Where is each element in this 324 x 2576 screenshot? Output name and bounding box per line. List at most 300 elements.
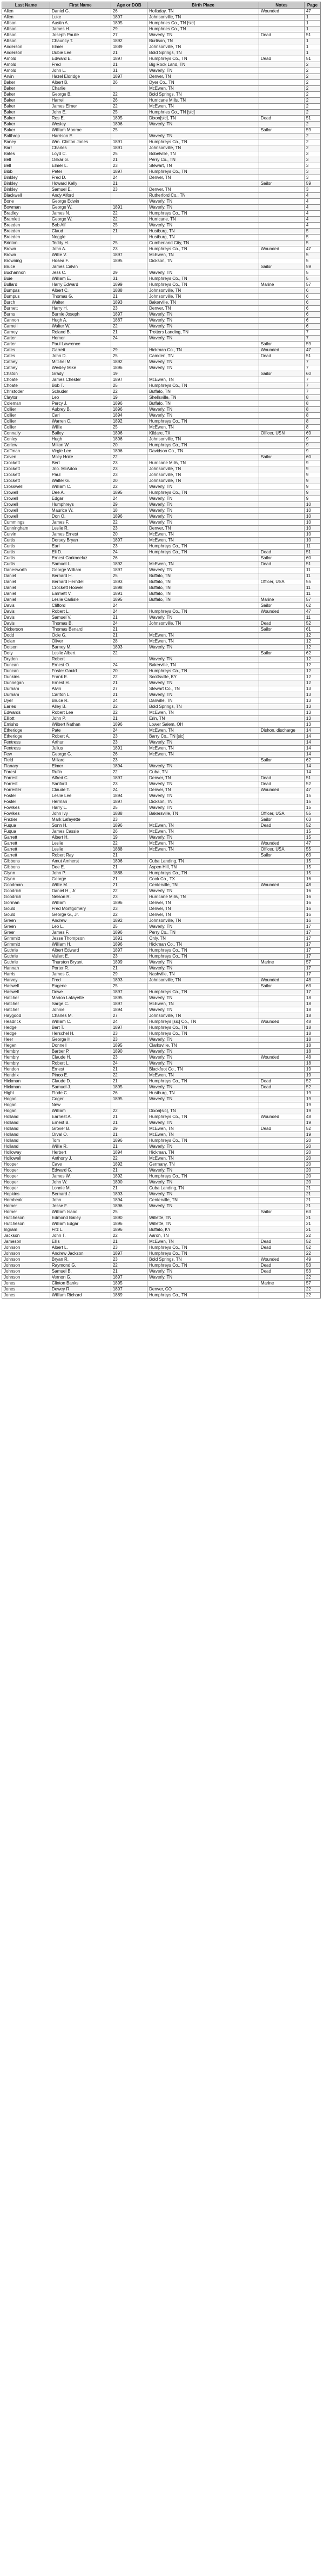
cell-birth-place: Denver, TN [147, 187, 259, 193]
cell-age-dob: 24 [111, 728, 147, 734]
cell-last-name: Hooper [2, 1186, 50, 1192]
cell-page: 55 [304, 811, 320, 817]
cell-notes [259, 1073, 304, 1079]
table-row [2, 98, 321, 104]
cell-first-name: Robert A. [50, 734, 111, 740]
cell-birth-place: Johnsonville, TN [147, 437, 259, 443]
cell-first-name: Charles M. [50, 1013, 111, 1019]
cell-birth-place: McEwen, TN [147, 710, 259, 716]
cell-page: 2 [304, 62, 320, 68]
cell-page: 18 [304, 1043, 320, 1049]
cell-age-dob: 1892 [111, 918, 147, 924]
cell-birth-place: Johnsonville, TN [147, 15, 259, 21]
table-row [2, 1001, 321, 1007]
cell-first-name: John P. [50, 716, 111, 722]
cell-notes [259, 472, 304, 478]
cell-birth-place: Waverly, TN [147, 318, 259, 324]
cell-first-name: Burnie Joseph [50, 312, 111, 318]
table-row [2, 9, 321, 15]
table-row [2, 663, 321, 668]
cell-birth-place: Dickson, TN [147, 799, 259, 805]
cell-notes [259, 770, 304, 775]
table-row [2, 306, 321, 312]
cell-age-dob: 1895 [111, 1096, 147, 1102]
cell-age-dob: 1897 [111, 567, 147, 573]
cell-notes [259, 133, 304, 139]
cell-birth-place: Clarksville, TN [147, 1043, 259, 1049]
cell-notes [259, 223, 304, 229]
cell-page: 21 [304, 1227, 320, 1233]
cell-age-dob: 1896 [111, 431, 147, 437]
cell-birth-place [147, 1281, 259, 1287]
cell-birth-place: Humphreys Co., TN [147, 1025, 259, 1031]
cell-first-name: Barney M. [50, 645, 111, 651]
cell-last-name: Hopkins [2, 1192, 50, 1197]
table-row [2, 169, 321, 175]
cell-birth-place: Waverly, TN [147, 1269, 259, 1275]
cell-age-dob: 21 [111, 853, 147, 859]
cell-age-dob: 20 [111, 443, 147, 449]
table-row [2, 674, 321, 680]
cell-age-dob: 25 [111, 240, 147, 246]
cell-first-name: Dee A. [50, 490, 111, 496]
cell-first-name: Alley B. [50, 704, 111, 710]
cell-first-name: William Edgar [50, 1221, 111, 1227]
cell-age-dob: 21 [111, 1269, 147, 1275]
cell-notes [259, 163, 304, 169]
cell-last-name: Hendrix [2, 1073, 50, 1079]
cell-birth-place: Waverly, TN [147, 1203, 259, 1209]
cell-page: 22 [304, 1293, 320, 1299]
cell-notes [259, 520, 304, 526]
cell-birth-place: Hickman, TN [147, 1150, 259, 1156]
cell-age-dob: 1895 [111, 597, 147, 603]
cell-notes: Wounded [259, 246, 304, 252]
table-row [2, 211, 321, 217]
cell-page: 4 [304, 223, 320, 229]
table-row [2, 805, 321, 811]
cell-notes: Wounded [259, 882, 304, 888]
table-row [2, 1043, 321, 1049]
cell-first-name: Eugene [50, 983, 111, 989]
cell-age-dob: 1896 [111, 1227, 147, 1233]
table-row [2, 936, 321, 942]
cell-page: 1 [304, 21, 320, 26]
cell-page: 2 [304, 139, 320, 145]
cell-page: 53 [304, 1263, 320, 1269]
cell-notes [259, 906, 304, 912]
cell-age-dob: 1890 [111, 1215, 147, 1221]
cell-first-name: John P. [50, 871, 111, 876]
cell-last-name: Carter [2, 336, 50, 342]
cell-age-dob: 1896 [111, 437, 147, 443]
cell-first-name: Milton W. [50, 443, 111, 449]
cell-notes [259, 1108, 304, 1114]
cell-page: 2 [304, 86, 320, 92]
cell-birth-place: Bobelville, TN [147, 151, 259, 157]
cell-page: 7 [304, 377, 320, 383]
cell-first-name: Leslie [50, 841, 111, 847]
cell-first-name: Dowe [50, 989, 111, 995]
cell-first-name: George B. [50, 92, 111, 98]
cell-age-dob: 1895 [111, 1085, 147, 1090]
cell-notes [259, 169, 304, 175]
cell-age-dob: 1897 [111, 1025, 147, 1031]
cell-last-name: Forest [2, 770, 50, 775]
cell-first-name: Joseph Paulie [50, 32, 111, 38]
cell-age-dob: 23 [111, 954, 147, 960]
cell-notes [259, 193, 304, 199]
cell-first-name: James Ernest [50, 532, 111, 538]
cell-notes [259, 704, 304, 710]
cell-birth-place [147, 651, 259, 657]
cell-notes [259, 151, 304, 157]
cell-age-dob: 1897 [111, 989, 147, 995]
cell-first-name: Clifford [50, 603, 111, 609]
cell-age-dob: 25 [111, 805, 147, 811]
cell-last-name: Earles [2, 704, 50, 710]
cell-notes: Sailor [259, 128, 304, 133]
cell-notes: Dead [259, 561, 304, 567]
cell-first-name: Bert T. [50, 1025, 111, 1031]
table-row [2, 116, 321, 122]
cell-first-name: Hugh A. [50, 318, 111, 324]
cell-last-name: Crowell [2, 514, 50, 520]
cell-first-name: Paul [50, 472, 111, 478]
table-row [2, 330, 321, 336]
cell-notes: Sailor [259, 1209, 304, 1215]
cell-age-dob: 23 [111, 1257, 147, 1263]
cell-first-name: Coger [50, 1096, 111, 1102]
cell-age-dob: 22 [111, 211, 147, 217]
cell-page: 19 [304, 1102, 320, 1108]
table-row [2, 1263, 321, 1269]
cell-first-name: Bert [50, 460, 111, 466]
cell-page: 9 [304, 472, 320, 478]
cell-first-name: Jess C. [50, 270, 111, 276]
cell-last-name: Forrester [2, 787, 50, 793]
cell-notes: Wounded [259, 347, 304, 353]
cell-age-dob: 1895 [111, 116, 147, 122]
cell-birth-place: Denver, TN [147, 775, 259, 781]
cell-age-dob [111, 86, 147, 92]
cell-last-name: Crockett [2, 460, 50, 466]
cell-last-name: Haygood [2, 1013, 50, 1019]
header-last-name: Last Name [2, 2, 50, 9]
cell-notes [259, 466, 304, 472]
table-row [2, 627, 321, 633]
cell-page: 47 [304, 246, 320, 252]
cell-page: 10 [304, 520, 320, 526]
table-row [2, 817, 321, 823]
cell-page: 1 [304, 26, 320, 32]
table-row [2, 74, 321, 80]
table-row [2, 746, 321, 752]
cell-birth-place: Humphreys Co., TN [147, 1245, 259, 1251]
cell-last-name: Hembry [2, 1049, 50, 1055]
table-row [2, 401, 321, 407]
cell-first-name: Roland B. [50, 330, 111, 336]
table-row [2, 175, 321, 181]
header-birth-place: Birth Place [147, 2, 259, 9]
cell-page: 12 [304, 657, 320, 663]
table-row [2, 300, 321, 306]
cell-page: 16 [304, 906, 320, 912]
cell-age-dob: 22 [111, 710, 147, 716]
cell-last-name: Etheridge [2, 728, 50, 734]
cell-first-name: Harrel [50, 98, 111, 104]
cell-age-dob: 1889 [111, 44, 147, 50]
cell-last-name: Anderson [2, 50, 50, 56]
table-row [2, 38, 321, 44]
cell-first-name: William C. [50, 484, 111, 490]
cell-last-name: Bruce [2, 264, 50, 270]
cell-age-dob: 23 [111, 246, 147, 252]
cell-page: 3 [304, 163, 320, 169]
cell-birth-place: Humphreys Co., TN [147, 169, 259, 175]
cell-last-name: Crockett [2, 472, 50, 478]
cell-age-dob: 27 [111, 32, 147, 38]
cell-last-name: Few [2, 752, 50, 758]
cell-notes [259, 532, 304, 538]
cell-notes [259, 1013, 304, 1019]
table-row [2, 145, 321, 151]
table-row [2, 270, 321, 276]
table-row [2, 1257, 321, 1263]
cell-last-name: Elliott [2, 716, 50, 722]
cell-birth-place: Denver, TN [147, 906, 259, 912]
cell-first-name: John W. [50, 1180, 111, 1186]
cell-page: 16 [304, 900, 320, 906]
cell-first-name: Oskar G. [50, 157, 111, 163]
cell-birth-place: Dickson, TN [147, 258, 259, 264]
table-row [2, 603, 321, 609]
cell-age-dob: 1896 [111, 942, 147, 948]
cell-page: 9 [304, 496, 320, 502]
cell-page: 14 [304, 746, 320, 752]
cell-page: 2 [304, 145, 320, 151]
cell-age-dob [111, 342, 147, 347]
table-row [2, 318, 321, 324]
cell-notes [259, 496, 304, 502]
cell-notes [259, 805, 304, 811]
cell-last-name: Hatcher [2, 1007, 50, 1013]
cell-birth-place: Buffalo, TN [147, 591, 259, 597]
cell-first-name: Claud [50, 229, 111, 235]
cell-notes [259, 419, 304, 425]
cell-birth-place: McEwen, TN [147, 847, 259, 853]
cell-page: 10 [304, 502, 320, 508]
cell-birth-place: Humphreys Co., TN [147, 276, 259, 282]
cell-age-dob: 31 [111, 68, 147, 74]
cell-birth-place: Waverly, TN [147, 960, 259, 966]
cell-birth-place: Dyer Co., TN [147, 80, 259, 86]
table-row [2, 888, 321, 894]
cell-last-name: Holland [2, 1144, 50, 1150]
cell-birth-place: Humphries Co., TN [147, 26, 259, 32]
table-row [2, 585, 321, 591]
table-row [2, 133, 321, 139]
cell-last-name: Bumpas [2, 288, 50, 294]
cell-birth-place: Denver, TN [147, 900, 259, 906]
cell-notes [259, 876, 304, 882]
table-row [2, 514, 321, 520]
cell-first-name: Elmer [50, 44, 111, 50]
cell-notes [259, 591, 304, 597]
cell-birth-place: Denver, TN [147, 526, 259, 532]
cell-last-name: Hembry [2, 1055, 50, 1061]
cell-age-dob [111, 193, 147, 199]
table-row [2, 1174, 321, 1180]
cell-age-dob: 1897 [111, 56, 147, 62]
cell-page: 18 [304, 1037, 320, 1043]
cell-last-name: Garrett [2, 847, 50, 853]
cell-page: 19 [304, 1120, 320, 1126]
table-row [2, 645, 321, 651]
cell-notes [259, 377, 304, 383]
cell-first-name: Albert B. [50, 80, 111, 86]
table-row [2, 781, 321, 787]
cell-age-dob: 22 [111, 1156, 147, 1162]
cell-notes [259, 1090, 304, 1096]
cell-page: 60 [304, 454, 320, 460]
table-row [2, 520, 321, 526]
cell-notes [259, 972, 304, 978]
table-row [2, 978, 321, 983]
cell-first-name: Dubie Lee [50, 50, 111, 56]
table-row [2, 353, 321, 359]
cell-page: 18 [304, 1061, 320, 1067]
cell-notes [259, 407, 304, 413]
table-row [2, 68, 321, 74]
table-row [2, 187, 321, 193]
cell-birth-place: Camden, TN [147, 353, 259, 359]
cell-notes [259, 258, 304, 264]
cell-first-name: Johnie [50, 1007, 111, 1013]
cell-age-dob: 23 [111, 526, 147, 532]
cell-first-name: Edward E. [50, 56, 111, 62]
cell-age-dob: 24 [111, 550, 147, 556]
cell-notes [259, 240, 304, 246]
cell-last-name: Crowell [2, 502, 50, 508]
cell-age-dob [111, 657, 147, 663]
cell-first-name: Don O. [50, 514, 111, 520]
cell-first-name: Nelson R. [50, 894, 111, 900]
table-row [2, 591, 321, 597]
table-row [2, 1227, 321, 1233]
cell-birth-place [147, 371, 259, 377]
cell-page: 15 [304, 793, 320, 799]
cell-birth-place: Waverly, TN [147, 1180, 259, 1186]
cell-first-name: George W. [50, 205, 111, 211]
cell-last-name: Duncan [2, 668, 50, 674]
cell-last-name: Johnson [2, 1269, 50, 1275]
cell-birth-place: Buffalo, TN [147, 573, 259, 579]
header-page: Page [304, 2, 320, 9]
cell-notes [259, 752, 304, 758]
cell-notes: Sailor [259, 627, 304, 633]
cell-birth-place: Waverly, TN [147, 1055, 259, 1061]
cell-birth-place: Dixon[sic], TN [147, 116, 259, 122]
cell-first-name: Austin A. [50, 21, 111, 26]
cell-last-name: Curtis [2, 550, 50, 556]
cell-page: 12 [304, 663, 320, 668]
cell-page: 15 [304, 805, 320, 811]
table-row [2, 282, 321, 288]
cell-last-name: Field [2, 758, 50, 764]
table-row [2, 371, 321, 377]
cell-age-dob: 27 [111, 686, 147, 692]
cell-birth-place: Waverly, TN [147, 514, 259, 520]
cell-birth-place: McEwen, TN [147, 1073, 259, 1079]
cell-page: 10 [304, 538, 320, 544]
table-row [2, 324, 321, 330]
cell-page: 16 [304, 912, 320, 918]
cell-age-dob: 19 [111, 395, 147, 401]
cell-notes: Sailor [259, 817, 304, 823]
table-row [2, 668, 321, 674]
cell-age-dob: 1892 [111, 1174, 147, 1180]
cell-notes [259, 300, 304, 306]
cell-notes [259, 722, 304, 728]
cell-age-dob: 25 [111, 151, 147, 157]
cell-first-name: Harrison E. [50, 133, 111, 139]
cell-first-name: Flode C. [50, 1090, 111, 1096]
cell-page: 47 [304, 9, 320, 15]
cell-age-dob: 1897 [111, 15, 147, 21]
cell-page: 52 [304, 1126, 320, 1132]
cell-page: 18 [304, 995, 320, 1001]
cell-page: 2 [304, 80, 320, 86]
table-row [2, 615, 321, 621]
table-row [2, 264, 321, 270]
cell-age-dob: 21 [111, 50, 147, 56]
table-row [2, 954, 321, 960]
cell-notes: Dead [259, 823, 304, 829]
cell-birth-place: Centerville, TN [147, 882, 259, 888]
cell-page: 51 [304, 353, 320, 359]
cell-age-dob: 1894 [111, 413, 147, 419]
cell-birth-place: Waverly, TN [147, 324, 259, 330]
table-row [2, 472, 321, 478]
cell-notes [259, 1150, 304, 1156]
cell-birth-place [147, 758, 259, 764]
cell-last-name: Johnson [2, 1257, 50, 1263]
cell-last-name: Doty [2, 651, 50, 657]
cell-first-name: Robert [50, 657, 111, 663]
cell-page: 20 [304, 1168, 320, 1174]
cell-birth-place: Johnsonville, TN [147, 294, 259, 300]
table-row [2, 894, 321, 900]
cell-notes: Wounded [259, 9, 304, 15]
cell-birth-place: Waverly, TN [147, 924, 259, 930]
table-row [2, 918, 321, 924]
cell-last-name: Allison [2, 32, 50, 38]
cell-last-name: Jones [2, 1293, 50, 1299]
cell-page: 2 [304, 122, 320, 128]
cell-notes [259, 1180, 304, 1186]
table-row [2, 502, 321, 508]
cell-first-name: Millard [50, 758, 111, 764]
cell-birth-place: McEwen, TN [147, 104, 259, 110]
cell-notes: Wounded [259, 1114, 304, 1120]
cell-birth-place: Hurricane Mills, TN [147, 98, 259, 104]
cell-page: 61 [304, 627, 320, 633]
cell-last-name: Crowell [2, 496, 50, 502]
cell-page: 59 [304, 342, 320, 347]
cell-page: 60 [304, 371, 320, 377]
cell-page: 20 [304, 1144, 320, 1150]
